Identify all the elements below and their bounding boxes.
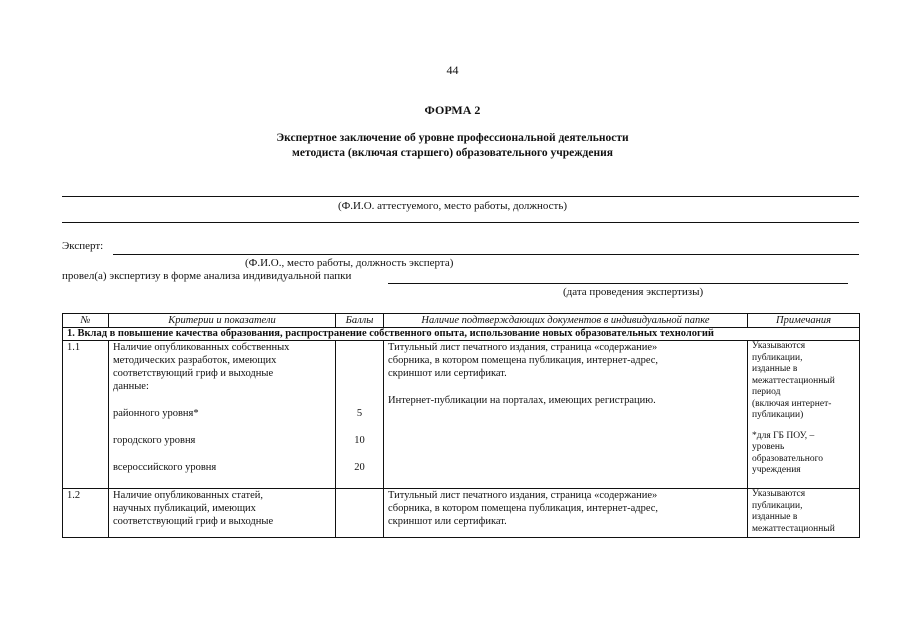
score-cell bbox=[336, 489, 384, 538]
documents-cell: Титульный лист печатного издания, страница «содержание» сборника, в котором помещена публикация, интернет-адрес, скриншот или сертификат. Интернет-публикации на порталах, имеющих регистрацию. bbox=[384, 341, 748, 489]
level-city: городского уровня bbox=[113, 435, 196, 446]
section-row bbox=[63, 328, 860, 341]
documents-internet: Интернет-публикации на порталах, имеющих регистрацию. bbox=[388, 395, 656, 406]
attestee-caption: (Ф.И.О. аттестуемого, место работы, должность) bbox=[337, 200, 568, 212]
level-district: районного уровня* bbox=[113, 408, 199, 419]
score-national: 20 bbox=[354, 462, 365, 473]
row-number: 1.1 bbox=[63, 341, 109, 489]
expert-label: Эксперт: bbox=[62, 240, 104, 252]
page-number: 44 bbox=[446, 63, 459, 77]
score-district: 5 bbox=[356, 408, 363, 419]
header-documents: Наличие подтверждающих документов в индивидуальной папке bbox=[384, 314, 748, 328]
date-line bbox=[388, 283, 848, 284]
table-header-row bbox=[63, 314, 860, 328]
score-city: 10 bbox=[354, 435, 365, 446]
review-text: провел(а) экспертизу в форме анализа индивидуальной папки bbox=[62, 270, 352, 282]
date-caption: (дата проведения экспертизы) bbox=[563, 286, 704, 298]
expert-caption: (Ф.И.О., место работы, должность эксперта) bbox=[245, 257, 454, 269]
expert-line bbox=[113, 254, 859, 255]
criteria-cell: Наличие опубликованных собственных методических разработок, имеющих соответствующий гриф и выходные данные: районного уровня* городского уровня всероссийского уровня bbox=[109, 341, 336, 489]
header-number: № bbox=[63, 314, 109, 328]
subtitle-line-1: Экспертное заключение об уровне профессиональной деятельности bbox=[276, 132, 629, 144]
notes-cell: Указываются публикации, изданные в межаттестационный bbox=[748, 489, 860, 538]
divider-line bbox=[62, 222, 859, 223]
form-title: ФОРМА 2 bbox=[424, 103, 481, 117]
score-cell bbox=[336, 341, 384, 489]
section-title: 1. Вклад в повышение качества образования, распространение собственного опыта, использование новых образовательных технологий bbox=[63, 328, 860, 341]
header-notes: Примечания bbox=[748, 314, 860, 328]
table-row bbox=[63, 341, 860, 489]
row-number: 1.2 bbox=[63, 489, 109, 538]
notes-cell: Указываются публикации, изданные в межаттестационный период (включая интернет- публикации) *для ГБ ПОУ, – уровень образовательного учреждения bbox=[748, 341, 860, 489]
attestee-line bbox=[62, 196, 859, 197]
document-subtitle bbox=[0, 131, 905, 161]
subtitle-line-2: методиста (включая старшего) образовательного учреждения bbox=[292, 147, 613, 159]
documents-cell: Титульный лист печатного издания, страница «содержание» сборника, в котором помещена публикация, интернет-адрес, скриншот или сертификат. bbox=[384, 489, 748, 538]
criteria-cell: Наличие опубликованных статей, научных публикаций, имеющих соответствующий гриф и выходные bbox=[109, 489, 336, 538]
table-row bbox=[63, 489, 860, 538]
level-national: всероссийского уровня bbox=[113, 462, 217, 473]
header-score: Баллы bbox=[336, 314, 384, 328]
criteria-table bbox=[62, 313, 860, 538]
header-criteria: Критерии и показатели bbox=[109, 314, 336, 328]
